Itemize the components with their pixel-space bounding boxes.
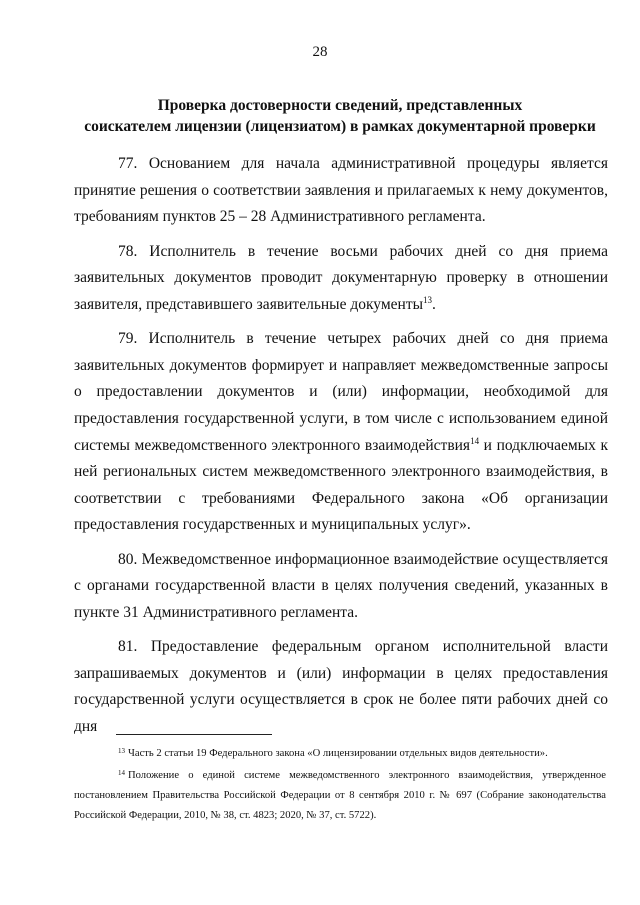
footnote-separator	[116, 734, 272, 735]
paragraph-78	[74, 239, 608, 319]
paragraph-79	[74, 326, 608, 539]
footnote-13	[74, 744, 606, 764]
paragraph-text: 77. Основанием для начала административной процедуры является принятие решения о соответствии заявления и прилагаемых к нему документов, требованиям пунктов 25 – 28 Административного регламента.	[74, 155, 608, 226]
footnote-14	[74, 766, 606, 825]
paragraph-text-after: и подключаемых к ней региональных систем межведомственного электронного взаимодействия, в соответствии с требованиями Федерального закона «Об организации предоставления государственных и муниципальных услуг».	[74, 436, 608, 534]
body-text	[74, 151, 608, 748]
paragraph-77	[74, 151, 608, 231]
section-heading	[70, 95, 610, 137]
footnote-mark: 13	[118, 746, 125, 755]
heading-line-1: Проверка достоверности сведений, представленных	[157, 97, 523, 114]
footnote-mark: 14	[118, 768, 125, 777]
paragraph-text: 78. Исполнитель в течение восьми рабочих дней со дня приема заявительных документов проводит документарную проверку в отношении заявителя, представившего заявительные документы	[74, 242, 608, 313]
footnotes	[74, 744, 606, 828]
paragraph-text-after: .	[432, 295, 436, 313]
footnote-text: Положение о единой системе межведомственного электронного взаимодействия, утвержденное постановлением Правительства Российской Федерации от 8 сентября 2010 г. № 697 (Собрание законодательства Российской Федерации, 2010, № 38, ст. 4823; 2020, № 37, ст. 5722).	[74, 770, 606, 821]
footnote-reference-13: 13	[423, 294, 433, 305]
paragraph-text: 81. Предоставление федеральным органом исполнительной власти запрашиваемых документов и (или) информации в целях предоставления государственной услуги осуществляется в срок не более пяти рабочих дней со дня	[74, 638, 608, 736]
paragraph-80	[74, 547, 608, 627]
paragraph-text: 79. Исполнитель в течение четырех рабочих дней со дня приема заявительных документов формирует и направляет межведомственные запросы о предоставлении документов и (или) информации, необходимой для предоставления государственной услуги, в том числе с использованием единой системы межведомственного электронного взаимодействия	[74, 330, 608, 454]
footnote-reference-14: 14	[470, 435, 480, 446]
heading-line-2: соискателем лицензии (лицензиатом) в рамках документарной проверки	[84, 118, 596, 135]
page-number: 28	[312, 44, 328, 60]
paragraph-text: 80. Межведомственное информационное взаимодействие осуществляется с органами государственной власти в целях получения сведений, указанных в пункте 31 Административного регламента.	[74, 550, 608, 621]
footnote-text: Часть 2 статьи 19 Федерального закона «О лицензировании отдельных видов деятельности».	[128, 748, 548, 759]
paragraph-81	[74, 634, 608, 740]
